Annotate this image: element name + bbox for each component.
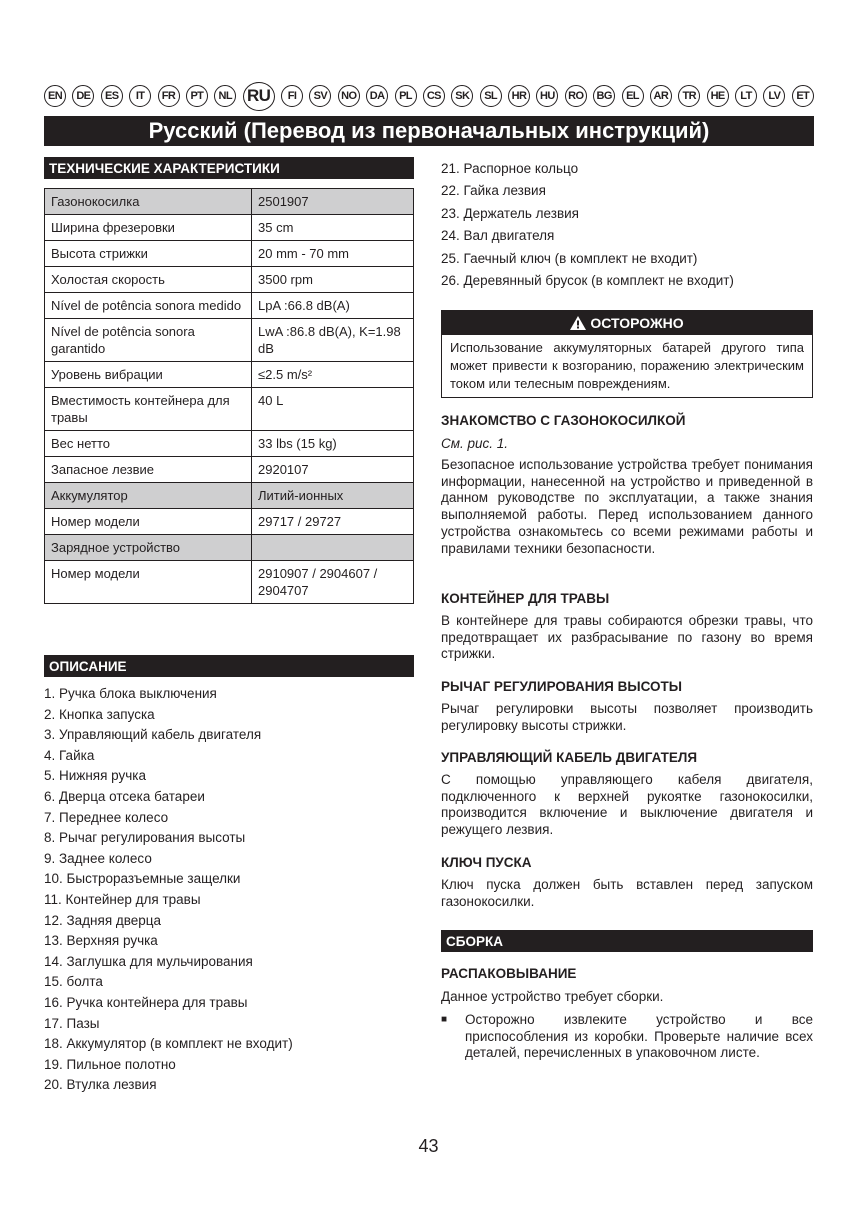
list-item: 19. Пильное полотно <box>44 1056 176 1072</box>
spec-row <box>45 267 414 293</box>
key-title: КЛЮЧ ПУСКА <box>441 855 532 870</box>
warning-box <box>441 310 813 398</box>
container-section <box>441 591 813 663</box>
language-fr: FR <box>158 85 180 107</box>
list-item: 12. Задняя дверца <box>44 912 162 928</box>
unpack-title: РАСПАКОВЫВАНИЕ <box>441 966 577 981</box>
language-hu: HU <box>536 85 558 107</box>
language-es: ES <box>101 85 123 107</box>
spec-label: Номер модели <box>45 509 252 535</box>
page-number: 43 <box>418 1136 439 1156</box>
list-item: 4. Гайка <box>44 747 95 763</box>
list-item: 9. Заднее колесо <box>44 850 152 866</box>
spec-label: Nível de potência sonora medido <box>45 293 252 319</box>
list-item: 16. Ручка контейнера для травы <box>44 994 248 1010</box>
language-de: DE <box>72 85 94 107</box>
spec-label: Вместимость контейнера для травы <box>45 388 252 431</box>
spec-label: Nível de potência sonora garantido <box>45 319 252 362</box>
list-item: 1. Ручка блока выключения <box>44 686 217 701</box>
spec-value: LpA :66.8 dB(A) <box>252 293 414 319</box>
spec-label: Газонокосилка <box>45 189 252 215</box>
spec-label: Запасное лезвие <box>45 457 252 483</box>
list-item: 17. Пазы <box>44 1015 100 1031</box>
language-pt: PT <box>186 85 208 107</box>
spec-label: Номер модели <box>45 561 252 604</box>
language-tr: TR <box>678 85 700 107</box>
language-sv: SV <box>309 85 331 107</box>
language-sk: SK <box>451 85 473 107</box>
spec-value: 2920107 <box>252 457 414 483</box>
bullet-square-icon: ■ <box>441 1014 448 1025</box>
spec-value: 2501907 <box>252 189 414 215</box>
spec-label: Высота стрижки <box>45 241 252 267</box>
spec-row <box>45 561 414 604</box>
spec-label: Холостая скорость <box>45 267 252 293</box>
language-nl: NL <box>214 85 236 107</box>
specs-table <box>44 188 414 604</box>
key-text: Ключ пуска должен быть вставлен перед запуском газонокосилки. <box>441 877 813 909</box>
cable-text: С помощью управляющего кабеля двигателя, подключенного к верхней рукоятке газонокосилки, производится включение и выключение двигателя и режущего лезвия. <box>441 772 813 838</box>
language-cs: CS <box>423 85 445 107</box>
intro-title: ЗНАКОМСТВО С ГАЗОНОКОСИЛКОЙ <box>441 413 686 428</box>
parts-list-continued <box>441 158 813 292</box>
spec-row <box>45 431 414 457</box>
list-item: 23. Держатель лезвия <box>441 205 579 221</box>
list-item: 20. Втулка лезвия <box>44 1077 157 1093</box>
list-item: 14. Заглушка для мульчирования <box>44 953 253 969</box>
language-lv: LV <box>763 85 785 107</box>
language-selector <box>44 82 814 110</box>
list-item: 11. Контейнер для травы <box>44 891 201 907</box>
language-sl: SL <box>480 85 502 107</box>
list-item: 10. Быстроразъемные защелки <box>44 871 241 887</box>
list-item: 22. Гайка лезвия <box>441 183 546 199</box>
language-fi: FI <box>281 85 303 107</box>
spec-row <box>45 509 414 535</box>
spec-row <box>45 457 414 483</box>
language-bg: BG <box>593 85 615 107</box>
list-item: 21. Распорное кольцо <box>441 161 579 176</box>
key-section <box>441 855 813 910</box>
cable-section <box>441 750 813 839</box>
spec-label: Зарядное устройство <box>45 535 252 561</box>
unpack-bullet-text: Осторожно извлеките устройство и все приспособления из коробки. Проверьте наличие всех деталей, перечисленных в упаковочном листе. <box>465 1012 813 1061</box>
spec-value: ≤2.5 m/s² <box>252 362 414 388</box>
language-hr: HR <box>508 85 530 107</box>
language-en: EN <box>44 85 66 107</box>
language-it: IT <box>129 85 151 107</box>
list-item: 8. Рычаг регулирования высоты <box>44 830 246 846</box>
specs-heading: ТЕХНИЧЕСКИЕ ХАРАКТЕРИСТИКИ <box>44 157 414 179</box>
spec-row <box>45 362 414 388</box>
spec-value: 20 mm - 70 mm <box>252 241 414 267</box>
language-no: NO <box>338 85 360 107</box>
list-item: 3. Управляющий кабель двигателя <box>44 727 262 743</box>
warning-title: ОСТОРОЖНО <box>590 315 684 331</box>
container-title: КОНТЕЙНЕР ДЛЯ ТРАВЫ <box>441 591 610 606</box>
spec-row <box>45 215 414 241</box>
lever-text: Рычаг регулировки высоты позволяет производить регулировку высоты стрижки. <box>441 701 813 733</box>
list-item: 2. Кнопка запуска <box>44 706 155 722</box>
language-ru: RU <box>243 82 275 111</box>
spec-row <box>45 319 414 362</box>
spec-value: 3500 rpm <box>252 267 414 293</box>
spec-row <box>45 241 414 267</box>
language-he: HE <box>707 85 729 107</box>
page-title: Русский (Перевод из первоначальных инструкций) <box>44 116 814 146</box>
intro-figure-ref: См. рис. 1. <box>441 436 509 451</box>
list-item: 26. Деревянный брусок (в комплект не входит) <box>441 273 734 289</box>
intro-section <box>441 413 813 557</box>
spec-value: LwA :86.8 dB(A), K=1.98 dB <box>252 319 414 362</box>
language-ro: RO <box>565 85 587 107</box>
spec-label: Вес нетто <box>45 431 252 457</box>
spec-value: Литий-ионных <box>252 483 414 509</box>
spec-value: 2910907 / 2904607 / 2904707 <box>252 561 414 604</box>
spec-row <box>45 535 414 561</box>
container-text: В контейнере для травы собираются обрезки травы, что предотвращает их разбрасывание по газону во время стрижки. <box>441 613 813 662</box>
spec-row <box>45 388 414 431</box>
spec-label: Уровень вибрации <box>45 362 252 388</box>
language-el: EL <box>622 85 644 107</box>
lever-section <box>441 679 813 734</box>
spec-label: Ширина фрезеровки <box>45 215 252 241</box>
cable-title: УПРАВЛЯЮЩИЙ КАБЕЛЬ ДВИГАТЕЛЯ <box>441 750 698 765</box>
list-item: 7. Переднее колесо <box>44 809 169 825</box>
intro-text: Безопасное использование устройства требует понимания информации, нанесенной на устройство и приведенной в данном руководстве по эксплуатации, а также знания выполняемой работы. Перед использованием данного устройства ознакомьтесь со всеми режимами работы и правилами техники безопасности. <box>441 457 813 556</box>
list-item: 5. Нижняя ручка <box>44 768 147 784</box>
language-lt: LT <box>735 85 757 107</box>
description-heading: ОПИСАНИЕ <box>44 655 414 677</box>
spec-value <box>252 535 414 561</box>
list-item: 13. Верхняя ручка <box>44 933 158 949</box>
lever-title: РЫЧАГ РЕГУЛИРОВАНИЯ ВЫСОТЫ <box>441 679 682 694</box>
language-ar: AR <box>650 85 672 107</box>
unpack-text: Данное устройство требует сборки. <box>441 989 664 1004</box>
list-item: 6. Дверца отсека батареи <box>44 788 205 804</box>
spec-value: 29717 / 29727 <box>252 509 414 535</box>
warning-text: Использование аккумуляторных батарей другого типа может привести к возгоранию, поражению электрическим током или телесным повреждениям. <box>450 340 804 391</box>
language-pl: PL <box>395 85 417 107</box>
warning-triangle-icon <box>570 316 586 330</box>
spec-row <box>45 483 414 509</box>
spec-value: 40 L <box>252 388 414 431</box>
spec-row <box>45 189 414 215</box>
list-item: 18. Аккумулятор (в комплект не входит) <box>44 1036 293 1052</box>
list-item: 15. болта <box>44 974 103 990</box>
list-item: 25. Гаечный ключ (в комплект не входит) <box>441 250 698 266</box>
warning-header <box>442 311 812 335</box>
unpack-section <box>441 966 813 1006</box>
language-da: DA <box>366 85 388 107</box>
spec-row <box>45 293 414 319</box>
language-et: ET <box>792 85 814 107</box>
list-item: 24. Вал двигателя <box>441 228 555 244</box>
assembly-heading: СБОРКА <box>441 930 813 952</box>
spec-label: Аккумулятор <box>45 483 252 509</box>
parts-list <box>44 684 414 1096</box>
spec-value: 33 lbs (15 kg) <box>252 431 414 457</box>
unpack-bullet <box>441 1012 813 1062</box>
spec-value: 35 cm <box>252 215 414 241</box>
